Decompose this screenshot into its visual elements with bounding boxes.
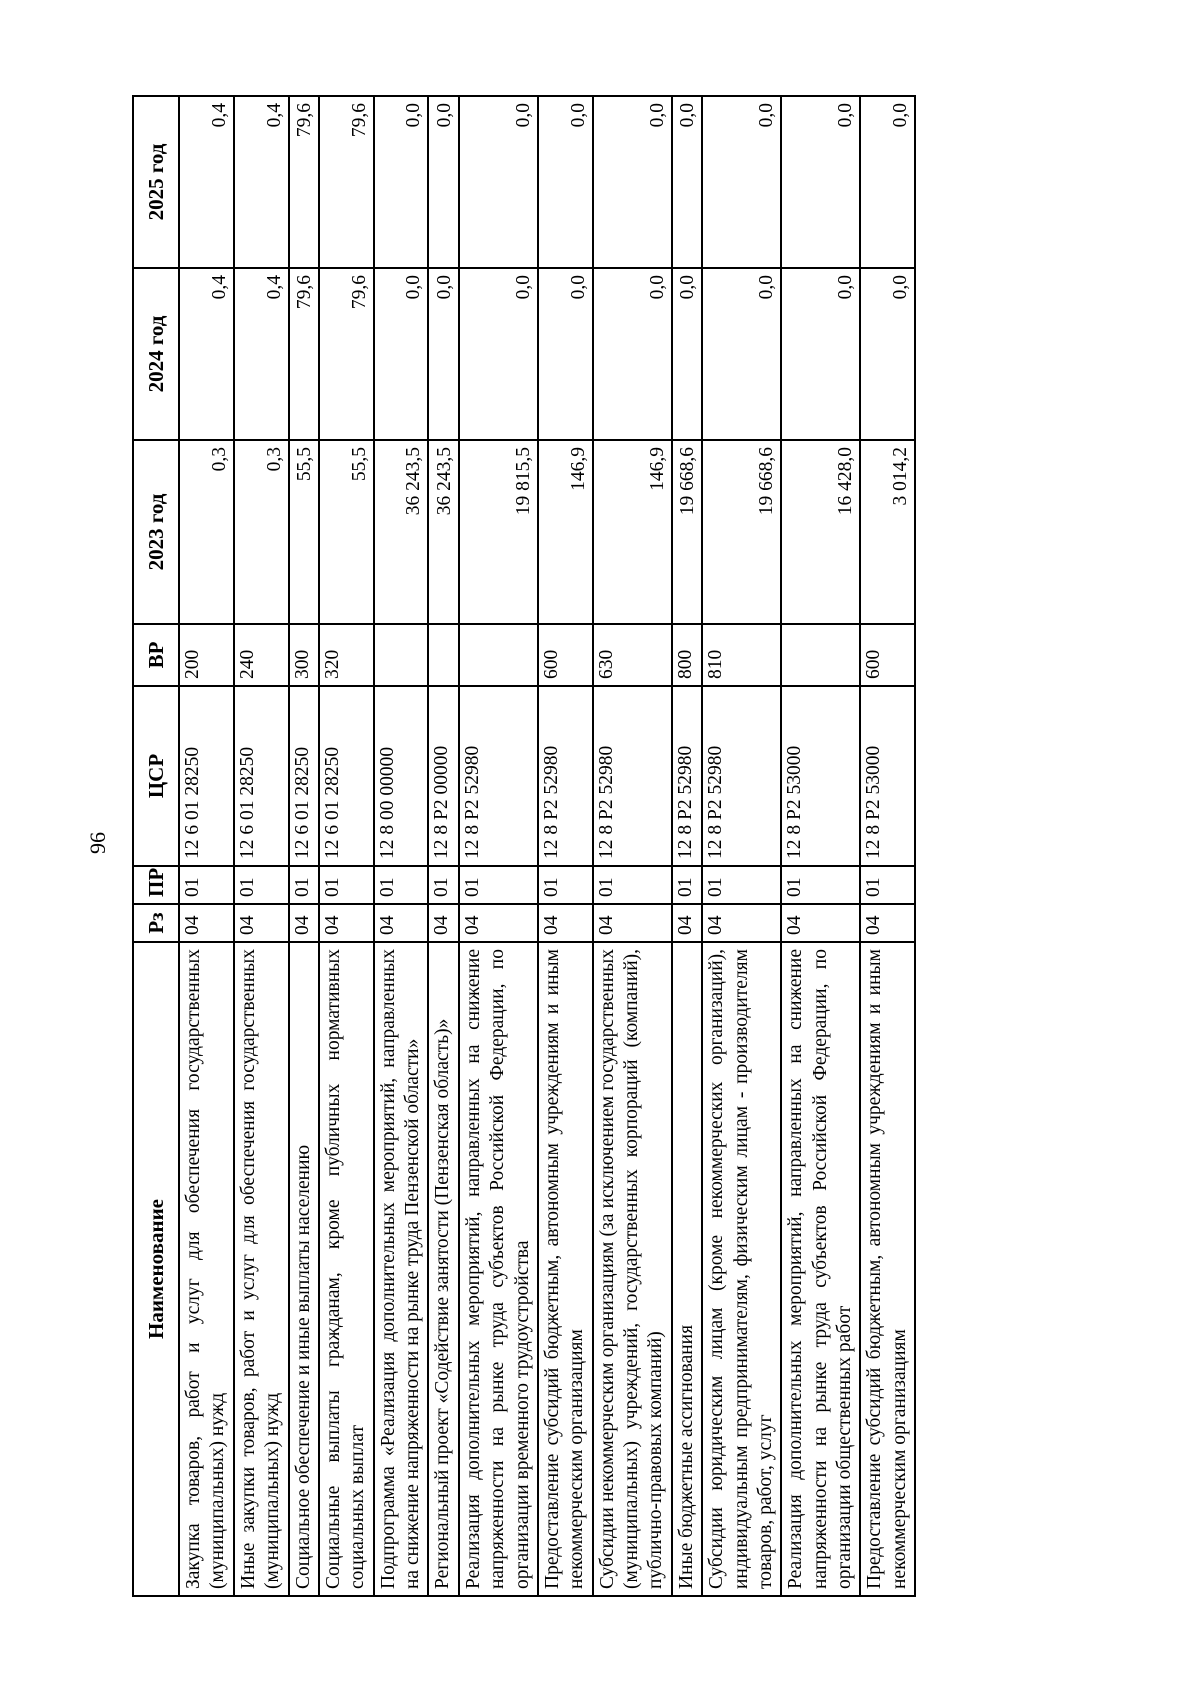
cell-2023: 146,9 bbox=[538, 440, 593, 624]
cell-2024: 0,0 bbox=[672, 268, 702, 440]
cell-2024: 0,0 bbox=[781, 268, 860, 440]
cell-rz: 04 bbox=[860, 904, 915, 942]
cell-2024: 0,4 bbox=[234, 268, 289, 440]
cell-2025: 79,6 bbox=[319, 96, 374, 268]
cell-csr: 12 6 01 28250 bbox=[289, 686, 319, 866]
cell-rz: 04 bbox=[428, 904, 458, 942]
rotated-table-wrapper bbox=[132, 97, 916, 1597]
cell-2023: 3 014,2 bbox=[860, 440, 915, 624]
cell-name: Социальные выплаты гражданам, кроме публичных нормативных социальных выплат bbox=[319, 942, 374, 1596]
cell-vr: 300 bbox=[289, 624, 319, 686]
cell-rz: 04 bbox=[781, 904, 860, 942]
cell-2023: 16 428,0 bbox=[781, 440, 860, 624]
cell-vr bbox=[459, 624, 538, 686]
cell-csr: 12 6 01 28250 bbox=[319, 686, 374, 866]
cell-pr: 01 bbox=[179, 866, 234, 904]
cell-vr: 320 bbox=[319, 624, 374, 686]
cell-name: Иные бюджетные ассигнования bbox=[672, 942, 702, 1596]
budget-table bbox=[132, 95, 916, 1597]
cell-csr: 12 8 P2 52980 bbox=[672, 686, 702, 866]
cell-2023: 55,5 bbox=[289, 440, 319, 624]
cell-rz: 04 bbox=[234, 904, 289, 942]
cell-vr: 800 bbox=[672, 624, 702, 686]
cell-csr: 12 8 P2 53000 bbox=[860, 686, 915, 866]
cell-2025: 0,0 bbox=[428, 96, 458, 268]
cell-vr bbox=[781, 624, 860, 686]
cell-name: Реализация дополнительных мероприятий, направленных на снижение напряженности на рынке труда субъектов Российской Федерации, по организации общественных работ bbox=[781, 942, 860, 1596]
cell-2023: 0,3 bbox=[234, 440, 289, 624]
header-2025: 2025 год bbox=[133, 96, 179, 268]
cell-rz: 04 bbox=[319, 904, 374, 942]
cell-vr: 200 bbox=[179, 624, 234, 686]
cell-2023: 19 668,6 bbox=[702, 440, 781, 624]
header-2024: 2024 год bbox=[133, 268, 179, 440]
cell-2024: 0,4 bbox=[179, 268, 234, 440]
cell-rz: 04 bbox=[459, 904, 538, 942]
cell-2025: 0,0 bbox=[781, 96, 860, 268]
cell-vr: 600 bbox=[538, 624, 593, 686]
cell-csr: 12 8 P2 52980 bbox=[538, 686, 593, 866]
cell-2024: 0,0 bbox=[459, 268, 538, 440]
header-pr: ПР bbox=[133, 866, 179, 904]
cell-2023: 0,3 bbox=[179, 440, 234, 624]
cell-2025: 0,0 bbox=[593, 96, 672, 268]
cell-2025: 79,6 bbox=[289, 96, 319, 268]
table-row bbox=[374, 96, 429, 1596]
cell-pr: 01 bbox=[860, 866, 915, 904]
cell-2024: 0,0 bbox=[860, 268, 915, 440]
cell-vr: 240 bbox=[234, 624, 289, 686]
cell-2024: 0,0 bbox=[593, 268, 672, 440]
cell-2024: 79,6 bbox=[319, 268, 374, 440]
cell-2025: 0,0 bbox=[374, 96, 429, 268]
cell-vr bbox=[428, 624, 458, 686]
table-body bbox=[179, 96, 915, 1596]
cell-2025: 0,0 bbox=[860, 96, 915, 268]
cell-name: Предоставление субсидий бюджетным, автономным учреждениям и иным некоммерческим организациям bbox=[538, 942, 593, 1596]
cell-2023: 146,9 bbox=[593, 440, 672, 624]
header-row bbox=[133, 96, 179, 1596]
cell-pr: 01 bbox=[289, 866, 319, 904]
table-header bbox=[133, 96, 179, 1596]
cell-2025: 0,0 bbox=[672, 96, 702, 268]
table-row bbox=[860, 96, 915, 1596]
cell-2024: 0,0 bbox=[374, 268, 429, 440]
cell-vr: 630 bbox=[593, 624, 672, 686]
table-row bbox=[234, 96, 289, 1596]
cell-pr: 01 bbox=[319, 866, 374, 904]
cell-2025: 0,0 bbox=[459, 96, 538, 268]
cell-csr: 12 8 P2 53000 bbox=[781, 686, 860, 866]
cell-vr: 600 bbox=[860, 624, 915, 686]
cell-csr: 12 8 00 00000 bbox=[374, 686, 429, 866]
table-row bbox=[289, 96, 319, 1596]
cell-csr: 12 8 P2 00000 bbox=[428, 686, 458, 866]
cell-name: Субсидии юридическим лицам (кроме некоммерческих организаций), индивидуальным предпринимателям, физическим лицам - производителям товаров, работ, услуг bbox=[702, 942, 781, 1596]
header-2023: 2023 год bbox=[133, 440, 179, 624]
header-name: Наименование bbox=[133, 942, 179, 1596]
table-row bbox=[179, 96, 234, 1596]
cell-pr: 01 bbox=[781, 866, 860, 904]
cell-2024: 0,0 bbox=[702, 268, 781, 440]
cell-2024: 0,0 bbox=[428, 268, 458, 440]
cell-pr: 01 bbox=[672, 866, 702, 904]
table-row bbox=[459, 96, 538, 1596]
cell-2023: 55,5 bbox=[319, 440, 374, 624]
cell-2025: 0,0 bbox=[702, 96, 781, 268]
cell-vr: 810 bbox=[702, 624, 781, 686]
cell-name: Предоставление субсидий бюджетным, автономным учреждениям и иным некоммерческим организациям bbox=[860, 942, 915, 1596]
cell-rz: 04 bbox=[289, 904, 319, 942]
cell-csr: 12 6 01 28250 bbox=[179, 686, 234, 866]
cell-csr: 12 8 P2 52980 bbox=[593, 686, 672, 866]
page-number: 96 bbox=[85, 832, 110, 854]
cell-pr: 01 bbox=[428, 866, 458, 904]
cell-2025: 0,4 bbox=[179, 96, 234, 268]
cell-pr: 01 bbox=[702, 866, 781, 904]
cell-2024: 79,6 bbox=[289, 268, 319, 440]
cell-2023: 36 243,5 bbox=[374, 440, 429, 624]
cell-2025: 0,0 bbox=[538, 96, 593, 268]
cell-name: Подпрограмма «Реализация дополнительных мероприятий, направленных на снижение напряженности на рынке труда Пензенской области» bbox=[374, 942, 429, 1596]
cell-2023: 19 815,5 bbox=[459, 440, 538, 624]
cell-2024: 0,0 bbox=[538, 268, 593, 440]
table-row bbox=[428, 96, 458, 1596]
cell-pr: 01 bbox=[234, 866, 289, 904]
table-row bbox=[672, 96, 702, 1596]
cell-name: Социальное обеспечение и иные выплаты населению bbox=[289, 942, 319, 1596]
cell-rz: 04 bbox=[702, 904, 781, 942]
cell-csr: 12 6 01 28250 bbox=[234, 686, 289, 866]
cell-pr: 01 bbox=[538, 866, 593, 904]
cell-csr: 12 8 P2 52980 bbox=[702, 686, 781, 866]
cell-name: Закупка товаров, работ и услуг для обеспечения государственных (муниципальных) нужд bbox=[179, 942, 234, 1596]
cell-name: Иные закупки товаров, работ и услуг для обеспечения государственных (муниципальных) нужд bbox=[234, 942, 289, 1596]
table-row bbox=[781, 96, 860, 1596]
table-row bbox=[319, 96, 374, 1596]
table-row bbox=[593, 96, 672, 1596]
cell-csr: 12 8 P2 52980 bbox=[459, 686, 538, 866]
cell-name: Реализация дополнительных мероприятий, направленных на снижение напряженности на рынке труда субъектов Российской Федерации, по организации временного трудоустройства bbox=[459, 942, 538, 1596]
header-csr: ЦСР bbox=[133, 686, 179, 866]
table-row bbox=[702, 96, 781, 1596]
cell-name: Субсидии некоммерческим организациям (за исключением государственных (муниципальных) учреждений, государственных корпораций (компаний), публично-правовых компаний) bbox=[593, 942, 672, 1596]
cell-name: Региональный проект «Содействие занятости (Пензенская область)» bbox=[428, 942, 458, 1596]
cell-pr: 01 bbox=[593, 866, 672, 904]
cell-vr bbox=[374, 624, 429, 686]
header-vr: ВР bbox=[133, 624, 179, 686]
table-row bbox=[538, 96, 593, 1596]
cell-pr: 01 bbox=[459, 866, 538, 904]
cell-rz: 04 bbox=[374, 904, 429, 942]
cell-pr: 01 bbox=[374, 866, 429, 904]
cell-2023: 36 243,5 bbox=[428, 440, 458, 624]
header-rz: Рз bbox=[133, 904, 179, 942]
cell-2025: 0,4 bbox=[234, 96, 289, 268]
cell-2023: 19 668,6 bbox=[672, 440, 702, 624]
cell-rz: 04 bbox=[593, 904, 672, 942]
cell-rz: 04 bbox=[538, 904, 593, 942]
cell-rz: 04 bbox=[179, 904, 234, 942]
cell-rz: 04 bbox=[672, 904, 702, 942]
